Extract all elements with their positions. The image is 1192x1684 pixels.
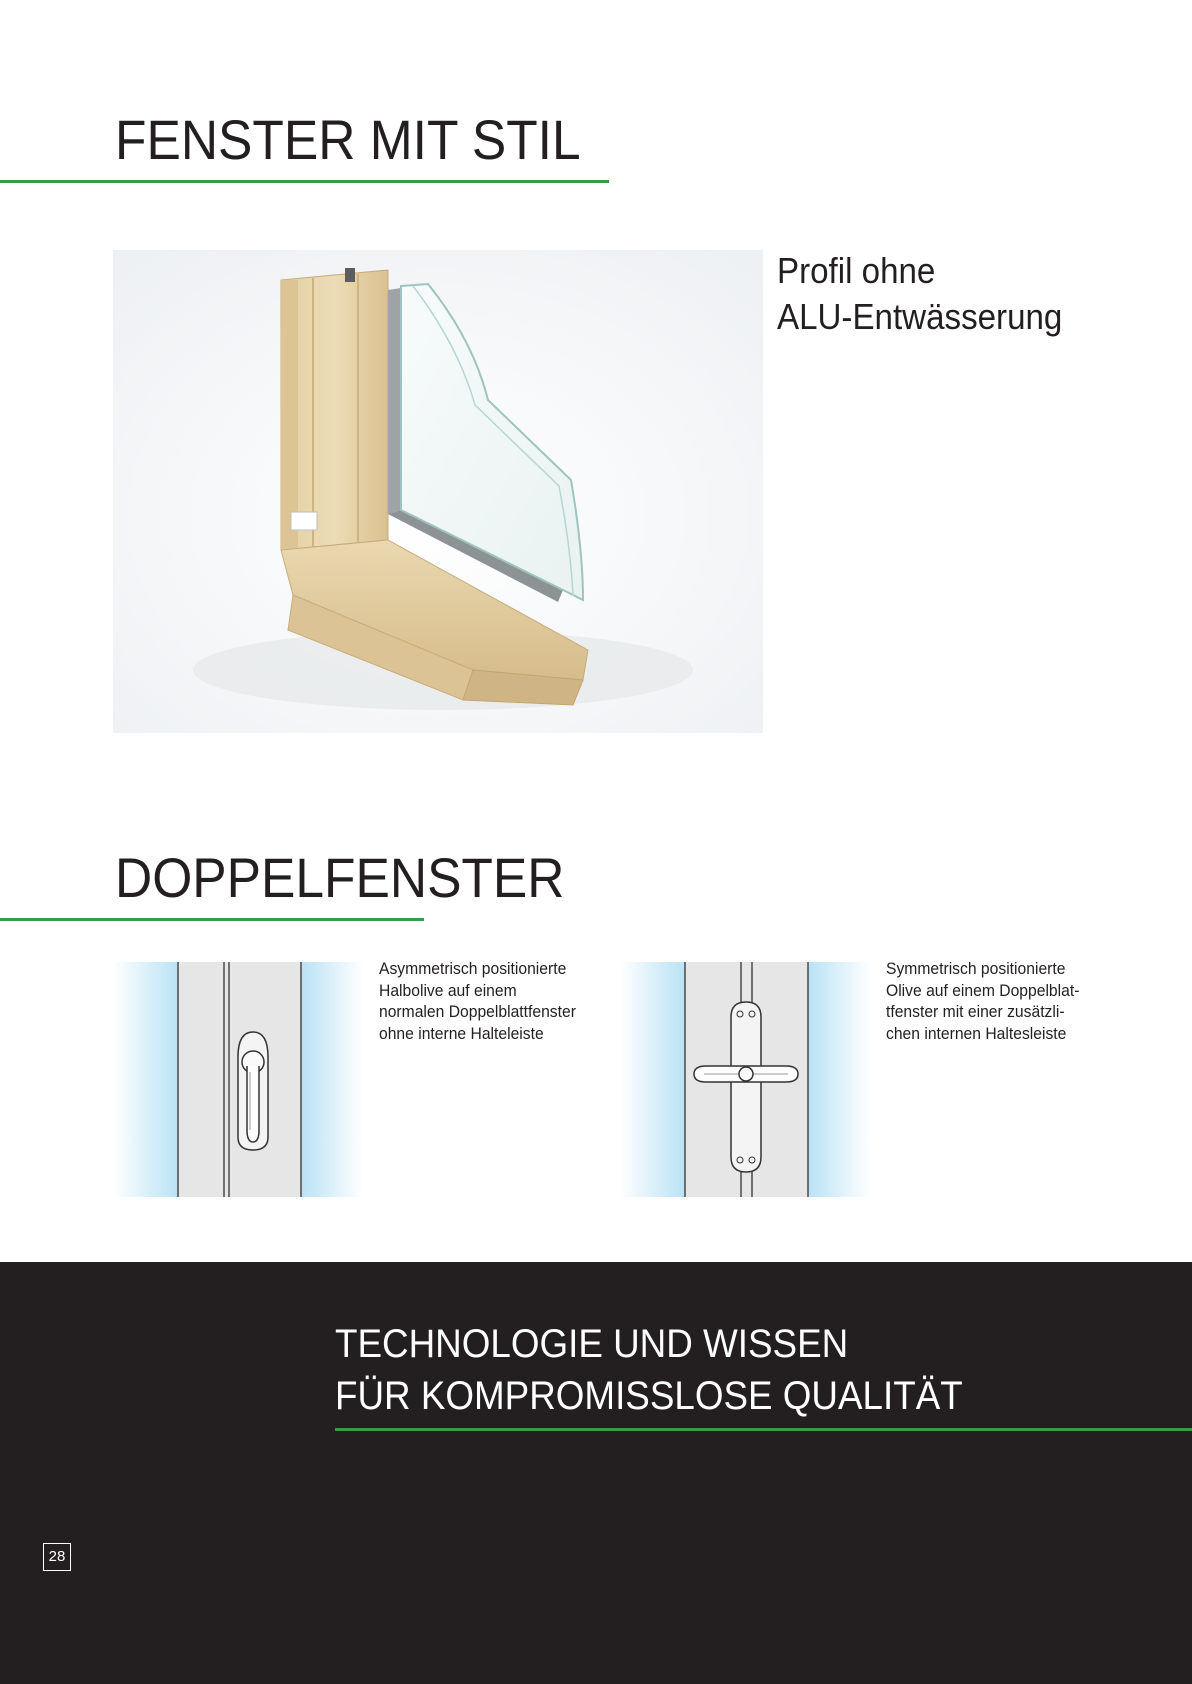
- window-handle-symmetric-drawing: [620, 962, 870, 1197]
- description-line: normalen Doppelblattfenster: [379, 1003, 576, 1021]
- section-title-doppelfenster: DOPPELFENSTER: [115, 846, 565, 909]
- description-line: tfenster mit einer zusätzli-: [886, 1003, 1065, 1021]
- symmetric-handle-description: [886, 959, 1079, 1045]
- footer-title-line-1: TECHNOLOGIE UND WISSEN: [335, 1322, 849, 1366]
- description-line: Halbolive auf einem: [379, 981, 517, 1000]
- wooden-window-section-illustration: [113, 250, 763, 733]
- description-line: chen internen Haltesleiste: [886, 1024, 1067, 1043]
- description-line: ohne interne Halteleiste: [379, 1024, 544, 1043]
- footer-title-underline: [335, 1428, 1192, 1431]
- page-number: 28: [43, 1543, 71, 1571]
- footer-title-line-2: FÜR KOMPROMISSLOSE QUALITÄT: [335, 1374, 963, 1418]
- photo-caption-line-1: Profil ohne: [777, 250, 936, 291]
- title-underline: [0, 918, 424, 921]
- description-line: Olive auf einem Doppelblat-: [886, 981, 1080, 1000]
- description-line: Asymmetrisch positionierte: [379, 960, 567, 978]
- window-profile-photo: [113, 250, 763, 733]
- symmetric-handle-figure: [620, 962, 870, 1197]
- asymmetric-handle-figure: [113, 962, 363, 1197]
- description-line: Symmetrisch positionierte: [886, 960, 1066, 978]
- asymmetric-handle-description: [379, 959, 576, 1045]
- window-handle-asymmetric-drawing: [113, 962, 363, 1197]
- section-title-fenster-mit-stil: FENSTER MIT STIL: [115, 108, 581, 171]
- photo-caption: [777, 248, 1062, 340]
- title-underline: [0, 180, 609, 183]
- photo-caption-line-2: ALU-Entwässerung: [777, 296, 1063, 337]
- footer-title: [335, 1318, 963, 1422]
